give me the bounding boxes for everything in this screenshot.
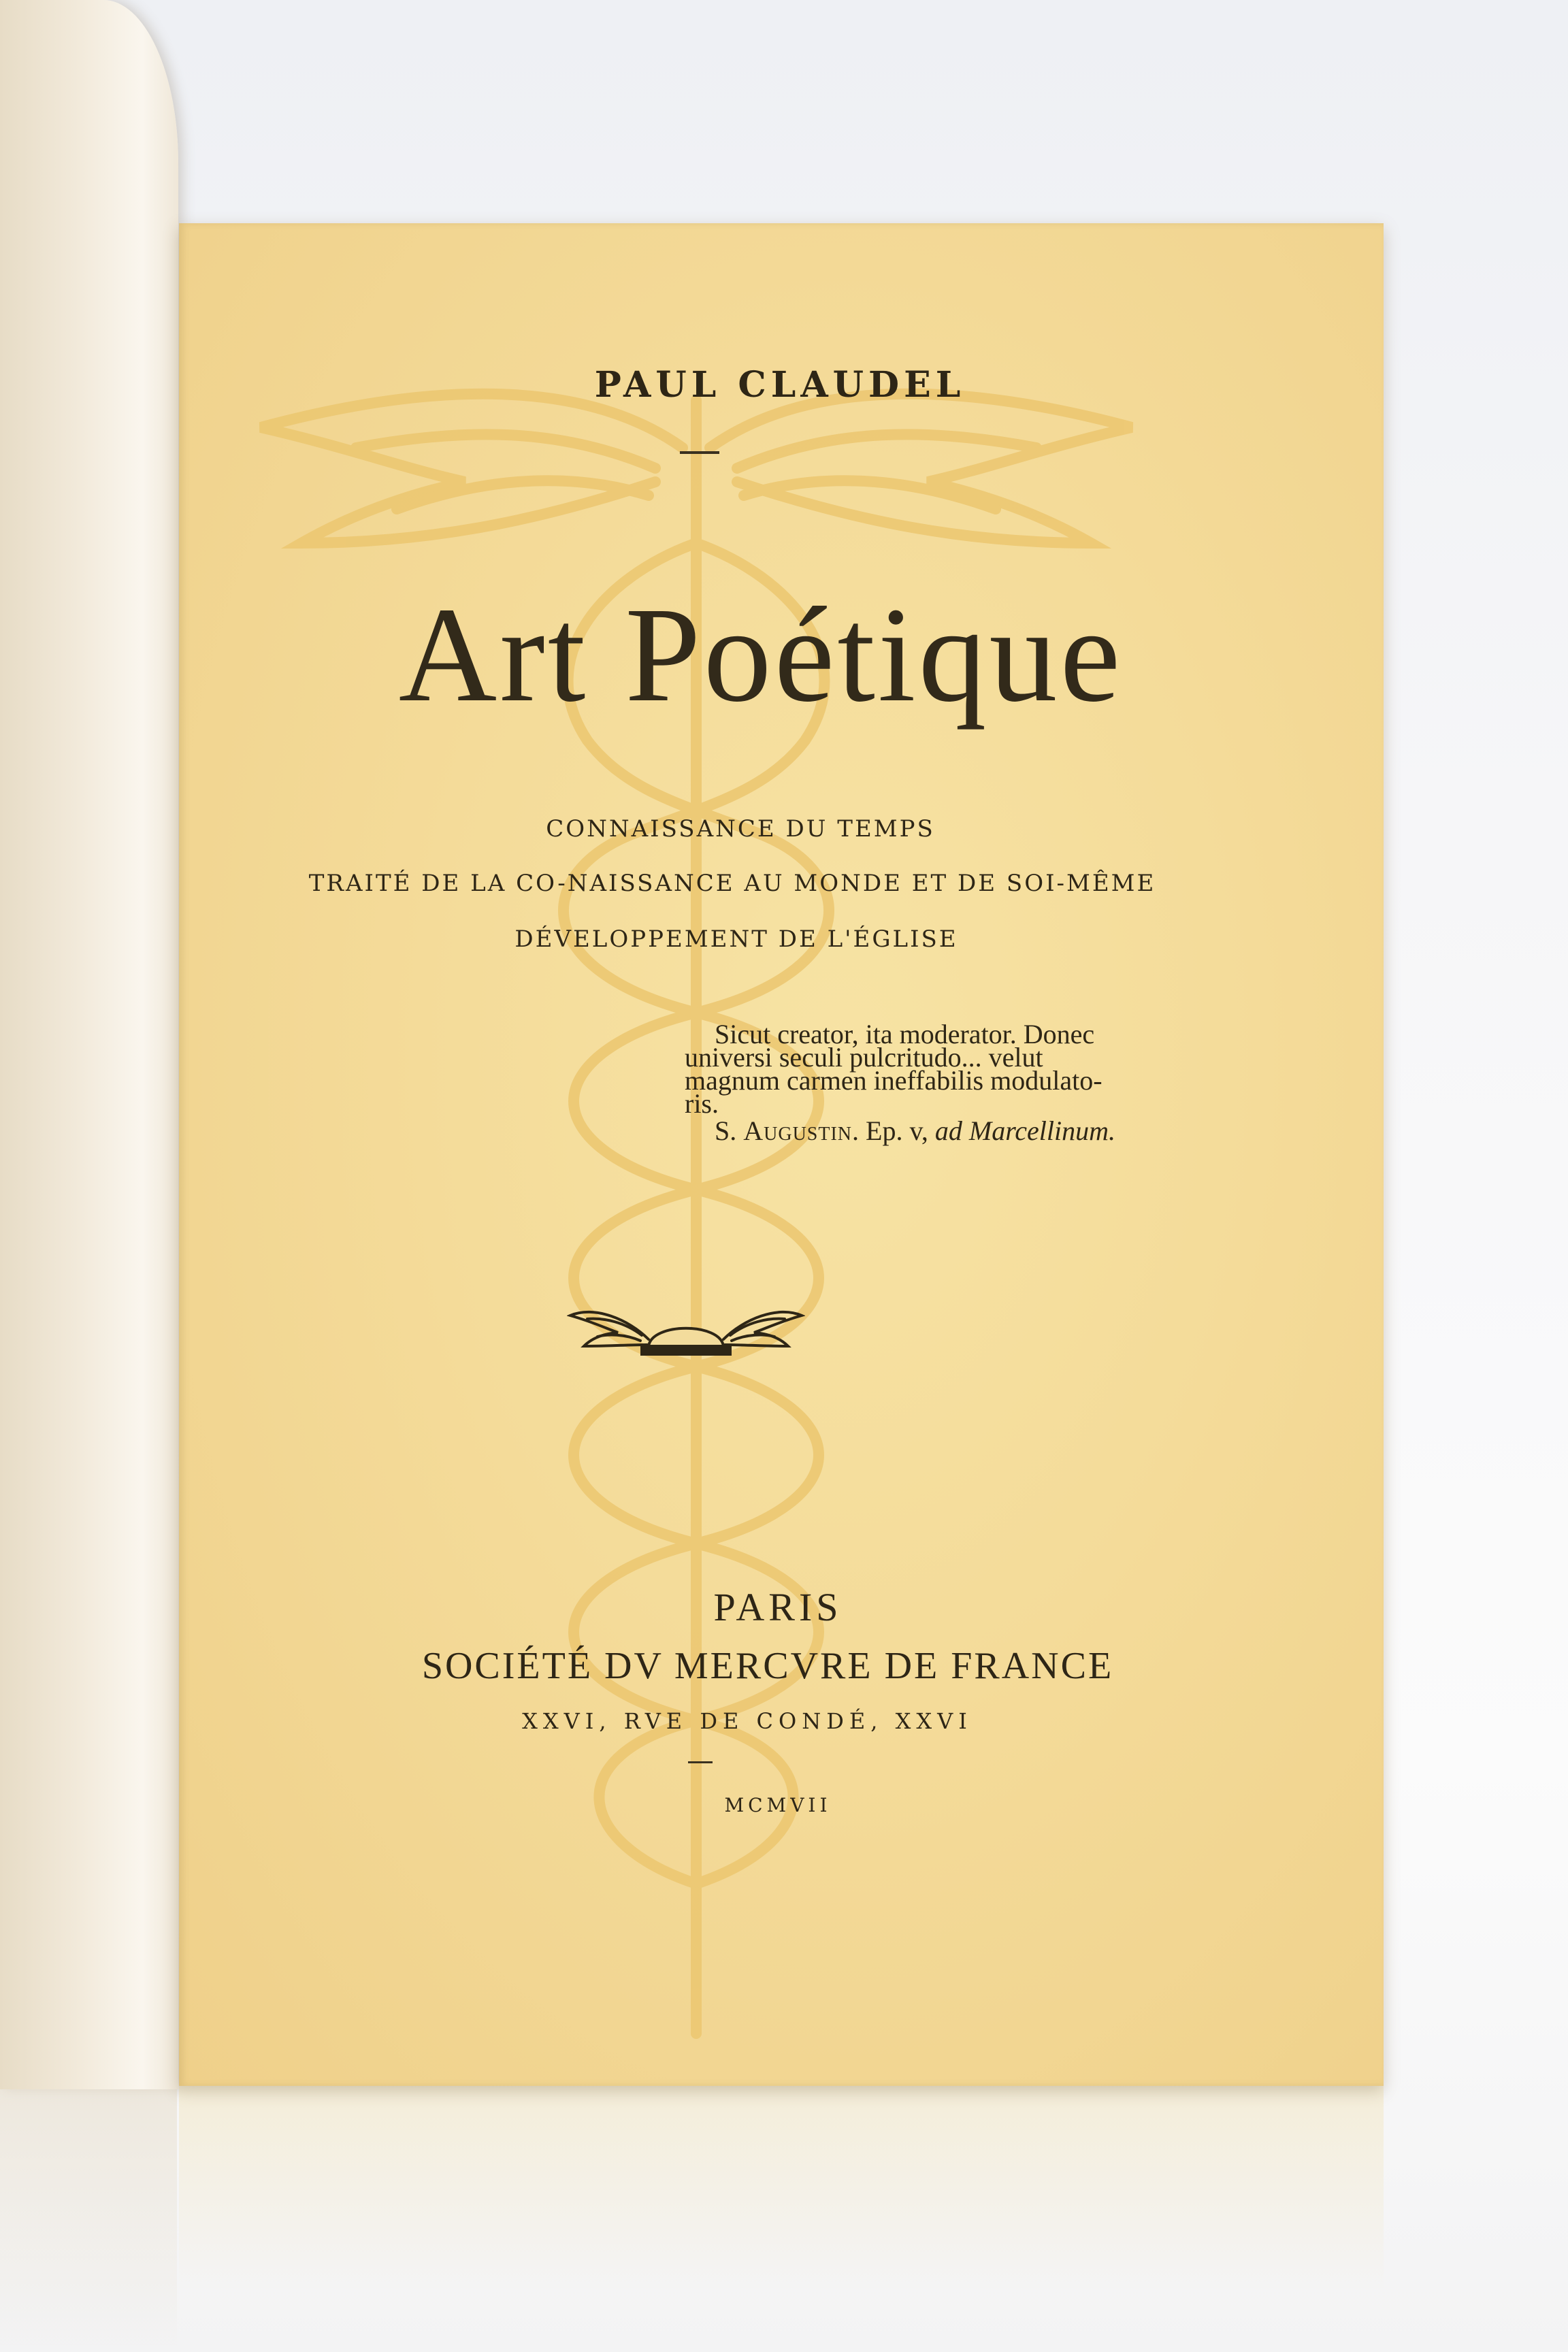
epigraph-source <box>685 1115 1188 1146</box>
epigraph-line: universi seculi pulcritudo... velut <box>685 1042 1043 1073</box>
left-page-edge <box>0 0 178 2089</box>
source-prefix: S. <box>715 1115 737 1146</box>
imprint-rule <box>688 1761 713 1763</box>
subtitle-3: DÉVELOPPEMENT DE L'ÉGLISE <box>514 926 958 953</box>
source-work: ad Marcellinum. <box>934 1115 1116 1146</box>
winged-helmet-icon <box>567 1292 805 1367</box>
imprint-place: PARIS <box>713 1585 843 1629</box>
imprint-address: XXVI, RVE DE CONDÉ, XXVI <box>522 1708 973 1734</box>
imprint-publisher: SOCIÉTÉ DV MERCVRE DE FRANCE <box>421 1645 1114 1687</box>
page-reflection <box>179 2086 1384 2290</box>
author-rule <box>680 451 719 454</box>
source-author: Augustin <box>743 1115 853 1146</box>
left-page-reflection <box>0 2089 177 2352</box>
subtitle-1: CONNAISSANCE DU TEMPS <box>546 815 935 843</box>
imprint-year: MCMVII <box>724 1794 832 1816</box>
author-name: PAUL CLAUDEL <box>594 364 966 406</box>
epigraph-line: ris. <box>685 1088 719 1119</box>
epigraph <box>685 1019 1188 1146</box>
book-title: Art Poétique <box>398 580 1124 730</box>
epigraph-line: magnum carmen ineffabilis modulato- <box>685 1065 1102 1096</box>
subtitle-2: TRAITÉ DE LA CO-NAISSANCE AU MONDE ET DE SOI-MÊME <box>308 870 1156 897</box>
title-page <box>179 223 1384 2086</box>
source-ref: . Ep. v, <box>852 1115 935 1146</box>
epigraph-line: Sicut creator, ita moderator. Donec <box>715 1019 1095 1049</box>
